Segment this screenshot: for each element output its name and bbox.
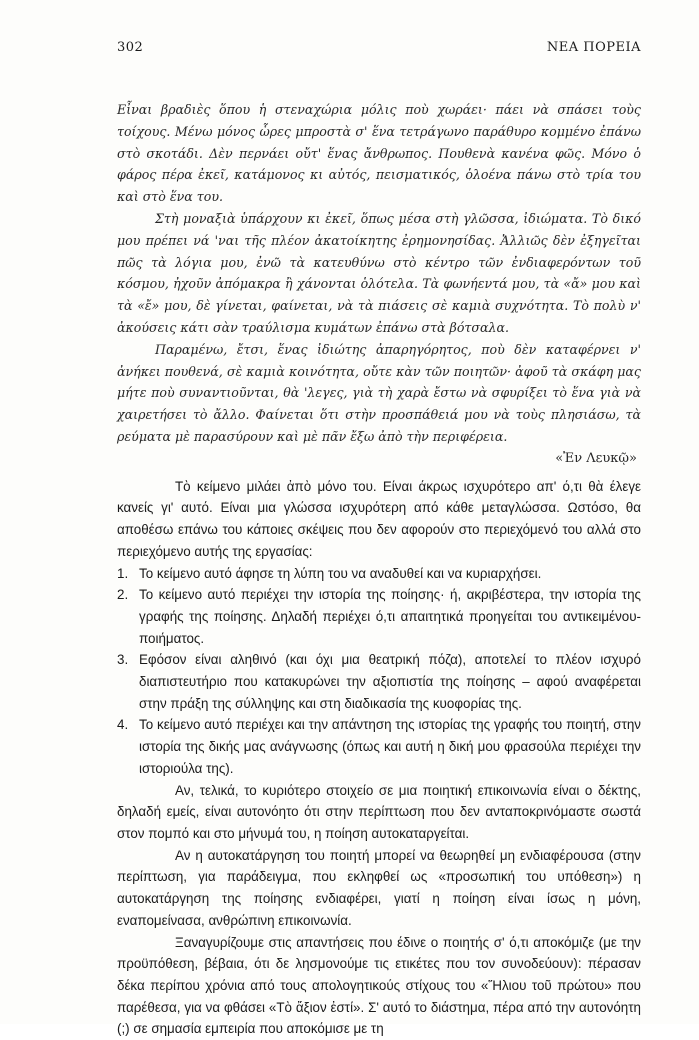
body-paragraph-3: Ξαναγυρίζουμε στις απαντήσεις που έδινε ο ποιητής σ' ό,τι αποκόμιζε (με την προϋπόθεση, βέβαια, ότι δε λησμονούμε τις ετικέτες που τον συνοδεύουν): πέρασαν δέκα περίπου χρόνια από τους απολογητικούς στίχους του «Ἥλιου τοῦ πρώτου» που παρέθεσα, για να φθάσει «Τὸ ἄξιον ἐστί». Σ' αυτό το διάστημα, πέρα από την αυτονόητη (;) σε σημασία εμπειρία που αποκόμισε με τη	[117, 934, 641, 1037]
body-paragraph-1: Αν, τελικά, το κυριότερο στοιχείο σε μια ποιητική επικοινωνία είναι ο δέκτης, δηλαδή εμείς, είναι αυτονόητο ότι στην περίπτωση που δεν ανταποκρινόμαστε σωστά στον πομπό και στο μήνυμά του, η ποίηση αυτοκαταργείται.	[117, 782, 641, 841]
list-number: 1.	[117, 565, 129, 581]
body-intro: Τὸ κείμενο μιλάει ἀπὸ μόνο του. Είναι άκρως ισχυρότερο απ' ό,τι θὰ έλεγε κανείς γι' αυτό. Είναι μια γλώσσα ισχυρότερη από κάθε μεταγλώσσα. Ωστόσο, θα αποθέσω επάνω του κάποιες σκέψεις που δεν αφορούν στο περιεχόμενό του αλλά στο περιεχόμενο αυτής της εργασίας:	[117, 478, 641, 559]
body-text	[117, 476, 641, 1040]
quote-source: «Ἐν Λευκῷ»	[555, 450, 637, 466]
list-number: 3.	[117, 652, 129, 668]
list-item	[117, 563, 641, 585]
list-number: 4.	[117, 717, 129, 733]
list-item	[117, 584, 641, 649]
list-item	[117, 714, 641, 779]
quoted-passage	[117, 99, 641, 470]
quote-paragraph-2: Στὴ μοναξιὰ ὑπάρχουν κι ἐκεῖ, ὅπως μέσα στὴ γλῶσσα, ἰδιώματα. Τὸ δικό μου πρέπει νά 'ναι τῆς πλέον ἀκατοίκητης ἐρημονησίδας. Ἀλλιῶς δὲν ἐξηγεῖται πῶς τὰ λόγια μου, ἐνῶ τὰ κατευθύνω στὸ κέντρο τῶν ἐνδιαφερόντων τοῦ κόσμου, ἠχοῦν ἀπόμακρα ἢ χάνονται ὁλότελα. Τὰ φωνήεντά μου, τὰ «ἄ» μου καὶ τὰ «ἔ» μου, δὲ γίνεται, φαίνεται, νὰ τὰ πιάσεις σὲ καμιὰ συχνότητα. Τὸ πολὺ ν' ἀκούσεις κάτι σὰν τραύλισμα κυμάτων ἐπάνω στὰ βότσαλα.	[117, 210, 641, 335]
body-paragraph-2: Αν η αυτοκατάργηση του ποιητή μπορεί να θεωρηθεί μη ενδιαφέρουσα (στην περίπτωση, για παράδειγμα, που εκληφθεί ως «προσωπική του υπόθεση») η αυτοκατάργηση της ποίησης ενδιαφέρει, γιατί η ποίηση είναι ίσως η μόνη, εναπομείνασα, ανθρώπινη επικοινωνία.	[117, 847, 641, 928]
quote-paragraph-3: Παραμένω, ἔτσι, ἕνας ἰδιώτης ἀπαρηγόρητος, ποὺ δὲν καταφέρνει ν' ἀνήκει πουθενά, σὲ καμιὰ κοινότητα, οὔτε κὰν τῶν ποιητῶν· ἀφοῦ τὰ σκάφη μας μήτε ποὺ συναντιοῦνται, θὰ 'λεγες, γιὰ τὴ χαρὰ ἔστω νὰ σφυρίξει τὸ ἕνα γιὰ νὰ χαιρετήσει τὸ ἄλλο. Φαίνεται ὅτι στὴν προσπάθειά μου νὰ τοὺς πλησιάσω, τὰ ρεύματα μὲ παρασύρουν καὶ μὲ πᾶν ἔξω ἀπὸ τὴν περιφέρεια.	[117, 341, 641, 444]
list-text: Το κείμενο αυτό άφησε τη λύπη του να αναδυθεί και να κυριαρχήσει.	[139, 565, 542, 581]
quote-paragraph-1: Εἶναι βραδιὲς ὅπου ἡ στεναχώρια μόλις ποὺ χωράει· πάει νὰ σπάσει τοὺς τοίχους. Μένω μόνος ὧρες μπροστὰ σ' ἕνα τετράγωνο παράθυρο κομμένο ἐπάνω στὸ σκοτάδι. Δὲν περνάει οὔτ' ἕνας ἄνθρωπος. Πουθενὰ κανένα φῶς. Μόνο ὁ φάρος πέρα ἐκεῖ, κατάμονος κι αὐτός, πεισματικός, ὁλοένα πάνω στὸ τρία του καὶ στὸ ἕνα του.	[117, 102, 641, 205]
list-text: Εφόσον είναι αληθινό (και όχι μια θεατρική πόζα), αποτελεί το πλέον ισχυρό διαπιστευτήριο που κατακυρώνει την αξιοπιστία της ποίησης – αφού αναφέρεται στην πράξη της σύλληψης και στη διαδικασία της κυοφορίας της.	[139, 652, 641, 711]
journal-title: ΝΕΑ ΠΟΡΕΙΑ	[546, 40, 641, 55]
page-number: 302	[117, 40, 144, 55]
list-text: Το κείμενο αυτό περιέχει την ιστορία της ποίησης· ή, ακριβέστερα, την ιστορία της γραφής της ποίησης. Δηλαδή περιέχει ό,τι απαιτητικά προηγείται του αντικειμένου-ποιήματος.	[139, 587, 641, 646]
running-header	[117, 40, 641, 60]
page-content	[117, 99, 641, 1040]
list-text: Το κείμενο αυτό περιέχει και την απάντηση της ιστορίας της γραφής του ποιητή, στην ιστορία της δικής μας ανάγνωσης (όπως και αυτή η δική μου φρασούλα περιέχει την ιστοριούλα της).	[139, 717, 641, 776]
numbered-list	[117, 563, 641, 780]
list-number: 2.	[117, 587, 129, 603]
list-item	[117, 649, 641, 714]
